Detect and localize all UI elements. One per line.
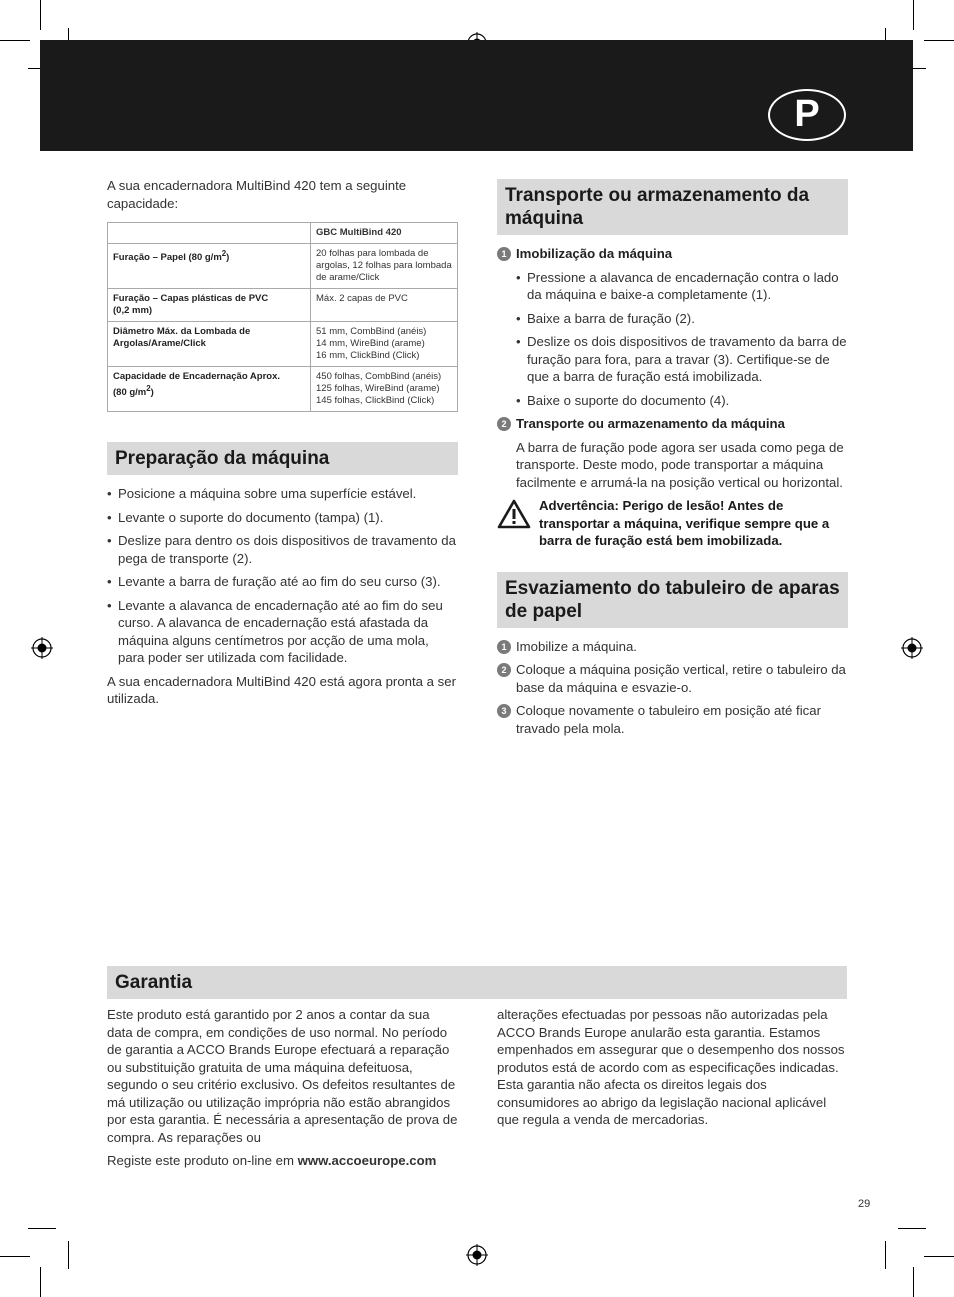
crop-mark bbox=[913, 0, 914, 30]
preparacao-list bbox=[107, 485, 458, 667]
crop-mark bbox=[913, 1267, 914, 1297]
list-item: • Levante a barra de furação até ao fim do seu curso (3). bbox=[107, 573, 458, 591]
left-column bbox=[107, 177, 458, 714]
section-heading-esvaziamento: Esvaziamento do tabuleiro de aparas de papel bbox=[497, 572, 848, 628]
table-row-label: Diâmetro Máx. da Lombada de Argolas/Arame/Click bbox=[108, 322, 311, 367]
list-item: • Baixe o suporte do documento (4). bbox=[516, 392, 848, 410]
table-row-label: Furação – Papel (80 $g/m^2$) bbox=[108, 244, 311, 289]
step-number: 2 bbox=[497, 417, 511, 431]
table-row bbox=[108, 367, 458, 412]
garantia-text: Este produto está garantido por 2 anos a contar da sua data de compra, em condições de uso normal. No período de garantia a ACCO Brands Europe efectuará a reparação ou substituição gratuita de uma máquina defeituosa, segundo o seu critério exclusivo. Os defeitos resultantes de má utilização ou utilização imprópria não estão abrangidos por esta garantia. É necessária a apresentação de prova de compra. As reparações ou bbox=[107, 1007, 458, 1145]
table-row bbox=[108, 322, 458, 367]
crop-mark bbox=[924, 1256, 954, 1257]
list-item: 1 Imobilize a máquina. bbox=[497, 638, 848, 656]
step-number: 1 bbox=[497, 247, 511, 261]
step-title: Imobilização da máquina bbox=[516, 246, 673, 261]
right-column bbox=[497, 179, 848, 743]
register-line: Registe este produto on-line em www.accoeurope.com bbox=[107, 1153, 437, 1168]
table-row-value: 51 mm, CombBind (anéis) 14 mm, WireBind (arame) 16 mm, ClickBind (Click) bbox=[311, 322, 458, 367]
warning-note bbox=[497, 497, 848, 550]
section-heading-preparacao: Preparação da máquina bbox=[107, 442, 458, 475]
garantia-left-column bbox=[107, 1006, 458, 1176]
list-item: 3 Coloque novamente o tabuleiro em posição até ficar travado pela mola. bbox=[497, 702, 848, 737]
list-item: • Baixe a barra de furação (2). bbox=[516, 310, 848, 328]
page-number: 29 bbox=[858, 1198, 871, 1210]
list-item: • Levante o suporte do documento (tampa) (1). bbox=[107, 509, 458, 527]
list-item: 2 Coloque a máquina posição vertical, retire o tabuleiro da base da máquina e esvazie-o. bbox=[497, 661, 848, 696]
crop-mark bbox=[40, 1267, 41, 1297]
crop-mark bbox=[0, 40, 30, 41]
list-item: • Levante a alavanca de encadernação até ao fim do seu curso. A alavanca de encadernação está afastada da máquina alguns centímetros por acção de uma mola, para poder ser utilizada com facilidade. bbox=[107, 597, 458, 667]
table-row-value: Máx. 2 capas de PVC bbox=[311, 289, 458, 322]
step-heading bbox=[497, 415, 848, 433]
crop-mark bbox=[40, 0, 41, 30]
step-number: 2 bbox=[497, 663, 511, 677]
capacity-table bbox=[107, 222, 458, 412]
crop-mark bbox=[68, 1241, 69, 1269]
list-item: • Pressione a alavanca de encadernação contra o lado da máquina e baixe-a completamente (1). bbox=[516, 269, 848, 304]
step-heading bbox=[497, 245, 848, 263]
garantia-text: alterações efectuadas por pessoas não autorizadas pela ACCO Brands Europe anularão esta garantia. Estamos empenhados em assegurar que o desempenho dos nossos produtos está de acordo com as especificações indicadas. Esta garantia não afecta os direitos legais dos consumidores ao abrigo da legislação nacional aplicável que regula a venda de mercadorias. bbox=[497, 1007, 845, 1127]
garantia-right-column bbox=[497, 1006, 848, 1135]
registration-mark-icon bbox=[466, 1244, 488, 1266]
language-badge: P bbox=[768, 89, 846, 141]
crop-mark bbox=[924, 40, 954, 41]
table-row bbox=[108, 289, 458, 322]
list-item: • Deslize para dentro os dois dispositivos de travamento da pega de transporte (2). bbox=[107, 532, 458, 567]
crop-mark bbox=[28, 1228, 56, 1229]
table-row-value: 450 folhas, CombBind (anéis) 125 folhas, WireBind (arame) 145 folhas, ClickBind (Click) bbox=[311, 367, 458, 412]
intro-text: A sua encadernadora MultiBind 420 tem a seguinte capacidade: bbox=[107, 178, 407, 211]
table-row bbox=[108, 244, 458, 289]
preparacao-closing: A sua encadernadora MultiBind 420 está agora pronta a ser utilizada. bbox=[107, 673, 456, 706]
registration-mark-icon bbox=[901, 637, 923, 659]
section-heading-transporte: Transporte ou armazenamento da máquina bbox=[497, 179, 848, 235]
transporte-list bbox=[516, 269, 848, 410]
step-text: A barra de furação pode agora ser usada como pega de transporte. Deste modo, pode transportar a máquina facilmente e arrumá-la na posição vertical ou horizontal. bbox=[516, 439, 844, 490]
registration-mark-icon bbox=[31, 637, 53, 659]
table-corner bbox=[108, 223, 311, 244]
table-header: GBC MultiBind 420 bbox=[311, 223, 458, 244]
warning-text: Advertência: Perigo de lesão! Antes de transportar a máquina, verifique sempre que a barra de furação está bem imobilizada. bbox=[539, 498, 830, 548]
step-number: 1 bbox=[497, 640, 511, 654]
step-number: 3 bbox=[497, 704, 511, 718]
table-row-label: Capacidade de Encadernação Aprox. (80 $g/m^2$) bbox=[108, 367, 311, 412]
register-link[interactable]: www.accoeurope.com bbox=[297, 1153, 437, 1168]
table-row-label: Furação – Capas plásticas de PVC (0,2 mm) bbox=[108, 289, 311, 322]
garantia-section bbox=[107, 966, 847, 1007]
crop-mark bbox=[898, 1228, 926, 1229]
crop-mark bbox=[0, 1256, 30, 1257]
section-heading-garantia: Garantia bbox=[107, 966, 847, 999]
list-item: • Posicione a máquina sobre uma superfície estável. bbox=[107, 485, 458, 503]
list-item: • Deslize os dois dispositivos de travamento da barra de furação para fora, para a travar (3). Certifique-se de que a barra de furação está imobilizada. bbox=[516, 333, 848, 386]
crop-mark bbox=[885, 1241, 886, 1269]
table-row-value: 20 folhas para lombada de argolas, 12 folhas para lombada de arame/Click bbox=[311, 244, 458, 289]
step-title: Transporte ou armazenamento da máquina bbox=[516, 416, 785, 431]
warning-triangle-icon bbox=[497, 499, 531, 529]
